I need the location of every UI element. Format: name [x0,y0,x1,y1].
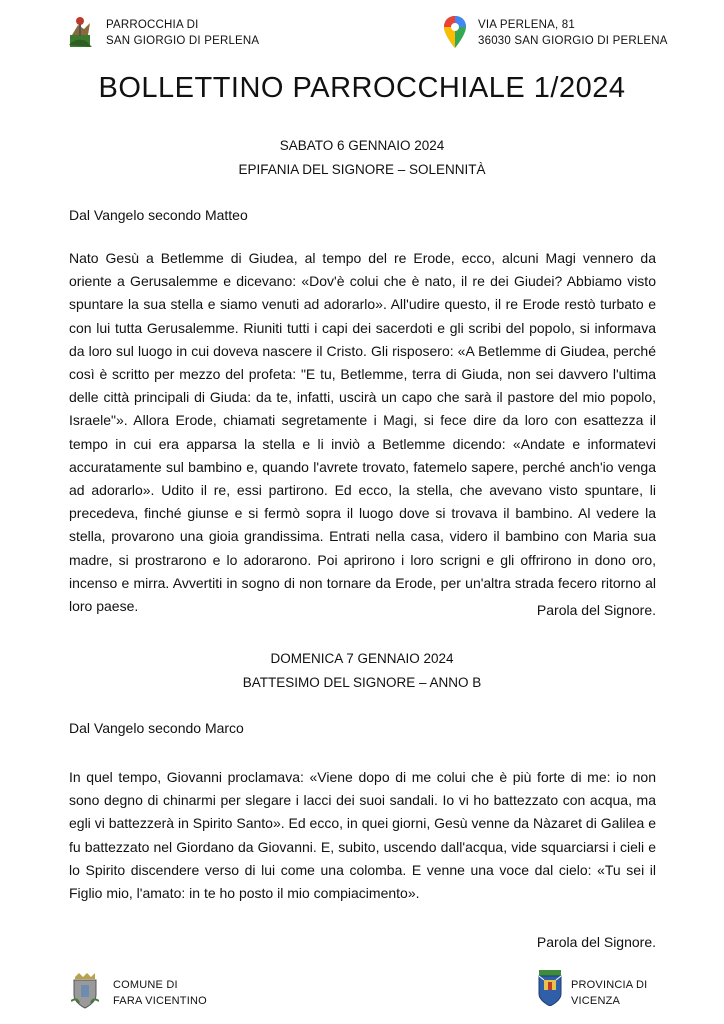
address-line1: VIA PERLENA, 81 [478,19,575,31]
provincia-line2: VICENZA [571,995,621,1007]
comune-line2: FARA VICENTINO [113,995,207,1007]
parish-name [106,17,259,49]
parish-name-line1: PARROCCHIA DI [106,19,199,31]
comune-line1: COMUNE DI [113,979,178,991]
section2-feast: BATTESIMO DEL SIGNORE – ANNO B [242,675,482,690]
section2-date: DOMENICA 7 GENNAIO 2024 [270,651,454,666]
section1-feast: EPIFANIA DEL SIGNORE – SOLENNITÀ [238,162,486,177]
parish-logo-icon [66,15,94,49]
provincia-line1: PROVINCIA DI [571,979,648,991]
section1-closing: Parola del Signore. [536,602,656,618]
comune-crest-icon [71,973,99,1009]
section2-source: Dal Vangelo secondo Marco [69,720,244,736]
address-line2: 36030 SAN GIORGIO DI PERLENA [478,35,668,47]
section1-date: SABATO 6 GENNAIO 2024 [279,138,445,153]
comune-name [113,977,207,1009]
section2-closing: Parola del Signore. [536,934,656,950]
provincia-name [571,977,647,1009]
parish-name-line2: SAN GIORGIO DI PERLENA [106,35,260,47]
section1-gospel-text: Nato Gesù a Betlemme di Giudea, al tempo del re Erode, ecco, alcuni Magi vennero da oriente a Gerusalemme e dicevano: «Dov'è colui che è nato, il re dei Giudei? Abbiamo visto spuntare la sua stella e siamo venuti ad adorarlo». All'udire questo, il re Erode restò turbato e con lui tutta Gerusalemme. Riuniti tutti i capi dei sacerdoti e gli scribi del popolo, si informava da loro sul luogo in cui doveva nascere il Cristo. Gli risposero: «A Betlemme di Giudea, perché così è scritto per mezzo del profeta: "E tu, Betlemme, terra di Giuda, non sei davvero l'ultima delle città principali di Giuda: da te, infatti, uscirà un capo che sarà il pastore del mio popolo, Israele"». Allora Erode, chiamati segretamente i Magi, si fece dire da loro con esattezza il tempo in cui era apparsa la stella e li inviò a Betlemme dicendo: «Andate e informatevi accuratamente sul bambino e, quando l'avrete trovato, fatemelo sapere, perché anch'io venga ad adorarlo». Udito il re, essi partirono. Ed ecco, la stella, che avevano visto spuntare, li precedeva, finché giunse e si fermò sopra il luogo dove si trovava il bambino. Al vedere la stella, provarono una gioia grandissima. Entrati nella casa, videro il bambino con Maria sua madre, si prostrarono e lo adorarono. Poi aprirono i loro scrigni e gli offrirono in dono oro, incenso e mirra. Avvertiti in sogno di non tornare da Erode, per un'altra strada fecero ritorno al loro paese. [69,250,656,615]
parish-address [478,17,668,49]
section2-gospel-text: In quel tempo, Giovanni proclamava: «Viene dopo di me colui che è più forte di me: io non sono degno di chinarmi per slegare i lacci dei suoi sandali. Io vi ho battezzato con acqua, ma egli vi battezzerà in Spirito Santo». Ed ecco, in quei giorni, Gesù venne da Nàzaret di Galilea e fu battezzato nel Giordano da Giovanni. E, subito, uscendo dall'acqua, vide squarciarsi i cieli e lo Spirito discendere verso di lui come una colomba. E venne una voce dal cielo: «Tu sei il Figlio mio, l'amato: in te ho posto il mio compiacimento». [69,769,656,902]
page-title: BOLLETTINO PARROCCHIALE 1/2024 [98,72,626,104]
provincia-crest-icon [538,970,562,1006]
map-pin-icon [444,16,466,48]
section1-source: Dal Vangelo secondo Matteo [69,207,248,223]
